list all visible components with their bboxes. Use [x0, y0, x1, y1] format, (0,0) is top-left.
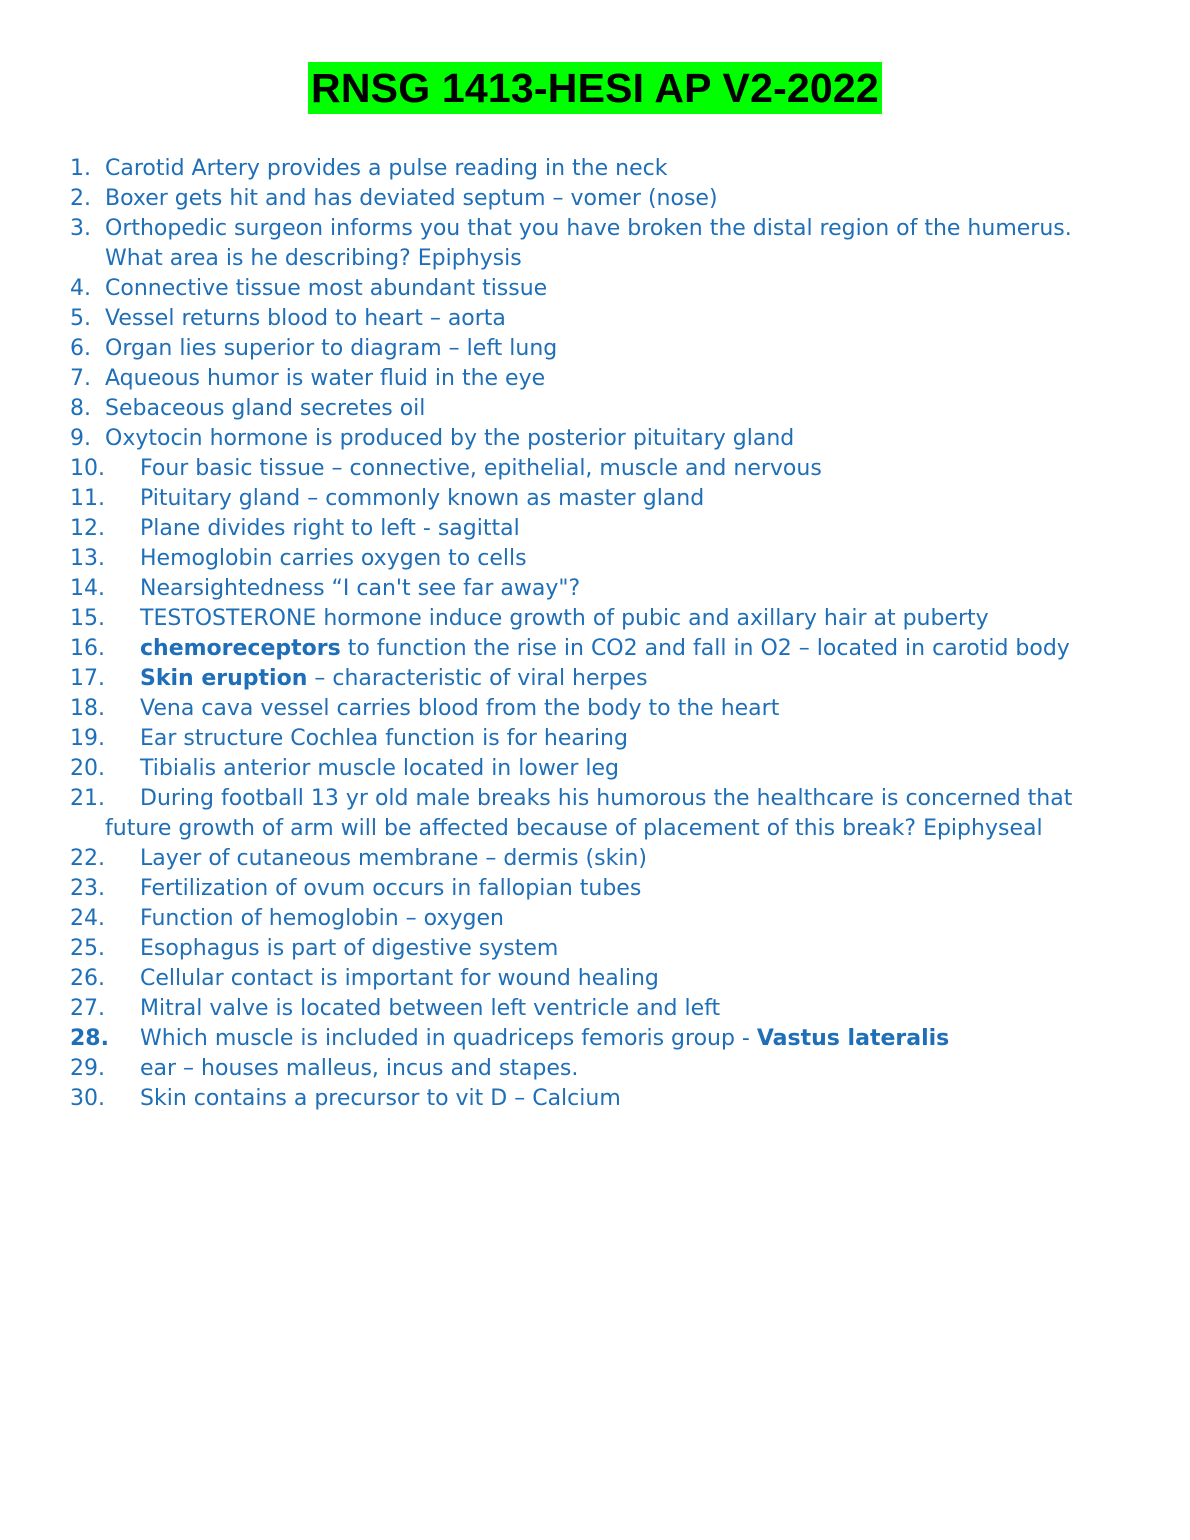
list-item-body: Organ lies superior to diagram – left lung [105, 336, 558, 361]
list-item-text [105, 726, 628, 751]
list-item [0, 994, 1190, 1024]
list-item-number: 6. [70, 336, 91, 361]
list-item-number: 18. [70, 696, 105, 721]
list-item-text [105, 846, 647, 871]
list-item [0, 274, 1190, 304]
list-item-text [105, 306, 506, 331]
list-item-text [105, 636, 1070, 661]
list-item-number: 13. [70, 546, 105, 571]
list-item-text [105, 606, 989, 631]
list-item-text [105, 696, 779, 721]
list-item [0, 184, 1190, 214]
list-item-text [105, 936, 558, 961]
list-item [0, 1024, 1190, 1054]
list-item-body: Oxytocin hormone is produced by the posterior pituitary gland [105, 426, 795, 451]
list-item-number: 11. [70, 486, 105, 511]
list-item-body: Vessel returns blood to heart – aorta [105, 306, 506, 331]
list-item [0, 454, 1190, 484]
list-item-body: Fertilization of ovum occurs in fallopian tubes [140, 876, 642, 901]
list-item-number: 7. [70, 366, 91, 391]
list-item-text [105, 576, 580, 601]
list-item-text [105, 516, 520, 541]
list-item-number: 3. [70, 216, 91, 241]
list-item [0, 754, 1190, 784]
list-item-number: 12. [70, 516, 105, 541]
list-item-body: to function the rise in CO2 and fall in O2 – located in carotid body [340, 636, 1070, 661]
list-item-text [105, 216, 1072, 271]
list-item [0, 694, 1190, 724]
list-item [0, 874, 1190, 904]
list-item-number: 25. [70, 936, 105, 961]
list-item-number: 26. [70, 966, 105, 991]
list-item [0, 604, 1190, 634]
list-item-text [105, 366, 545, 391]
list-item-text [105, 546, 527, 571]
list-item-text [105, 906, 504, 931]
list-item-body: Which muscle is included in quadriceps femoris group - [140, 1026, 757, 1051]
list-item-body: Sebaceous gland secretes oil [105, 396, 426, 421]
list-item-body: Four basic tissue – connective, epithelial, muscle and nervous [140, 456, 822, 481]
list-item-number: 4. [70, 276, 91, 301]
list-item-number: 16. [70, 636, 105, 661]
list-item-text [105, 666, 648, 691]
list-item-number: 10. [70, 456, 105, 481]
list-item-number: 5. [70, 306, 91, 331]
list-item-text [105, 276, 547, 301]
list-item-body: During football 13 yr old male breaks his humorous the healthcare is concerned that future growth of arm will be affected because of placement of this break? Epiphyseal [105, 786, 1073, 841]
list-item [0, 844, 1190, 874]
list-item-text [105, 486, 704, 511]
list-item-number: 22. [70, 846, 105, 871]
list-item [0, 1084, 1190, 1114]
list-item-body: Cellular contact is important for wound healing [140, 966, 659, 991]
list-item-number: 1. [70, 156, 91, 181]
list-item-text [105, 1086, 621, 1111]
list-item-bold-term: chemoreceptors [140, 636, 341, 661]
list-item [0, 334, 1190, 364]
list-item-text [105, 426, 794, 451]
list-item-number: 17. [70, 666, 105, 691]
list-item-body: Orthopedic surgeon informs you that you have broken the distal region of the humerus. What area is he describing? Epiphysis [105, 216, 1072, 271]
list-item-number: 28. [70, 1026, 109, 1051]
list-item-text [105, 396, 425, 421]
list-item-text [105, 966, 659, 991]
list-item-number: 24. [70, 906, 105, 931]
list-item-body: Skin contains a precursor to vit D – Calcium [140, 1086, 621, 1111]
list-item-body: Aqueous humor is water fluid in the eye [105, 366, 546, 391]
document-title: RNSG 1413-HESI AP V2-2022 [308, 62, 882, 114]
list-item-bold-answer: Vastus lateralis [756, 1026, 950, 1051]
list-item-text [105, 156, 667, 181]
list-item-body: Pituitary gland – commonly known as master gland [140, 486, 705, 511]
title-wrap [0, 62, 1190, 114]
list-item [0, 964, 1190, 994]
list-item-text [105, 876, 641, 901]
list-item-text [105, 756, 619, 781]
list-item-body: Carotid Artery provides a pulse reading in the neck [105, 156, 668, 181]
list-item-body: Vena cava vessel carries blood from the body to the heart [140, 696, 780, 721]
list-item-text [105, 996, 720, 1021]
list-item [0, 394, 1190, 424]
list-item-number: 14. [70, 576, 105, 601]
list-item [0, 214, 1190, 274]
list-item [0, 424, 1190, 454]
list-item-text [105, 456, 822, 481]
list-item [0, 574, 1190, 604]
list-item-number: 15. [70, 606, 105, 631]
list-item-body: Layer of cutaneous membrane – dermis (skin) [140, 846, 647, 871]
list-item [0, 784, 1190, 844]
list-item-number: 30. [70, 1086, 105, 1111]
list-item-number: 2. [70, 186, 91, 211]
list-item [0, 484, 1190, 514]
list-item [0, 154, 1190, 184]
list-item-text [105, 786, 1072, 841]
list-item-body: Esophagus is part of digestive system [140, 936, 559, 961]
list-item [0, 724, 1190, 754]
list-item-bold-term: Skin eruption [140, 666, 308, 691]
numbered-list [0, 154, 1190, 1114]
list-item-body: Nearsightedness “I can't see far away"? [140, 576, 581, 601]
list-item-number: 27. [70, 996, 105, 1021]
list-item-body: Ear structure Cochlea function is for hearing [140, 726, 628, 751]
list-item-body: Mitral valve is located between left ventricle and left [140, 996, 721, 1021]
list-item-number: 23. [70, 876, 105, 901]
list-item-body: – characteristic of viral herpes [307, 666, 648, 691]
list-item-body: Plane divides right to left - sagittal [140, 516, 520, 541]
list-item-body: Boxer gets hit and has deviated septum – vomer (nose) [105, 186, 718, 211]
list-item-text [105, 336, 557, 361]
list-item-text [105, 1056, 578, 1081]
list-item-body: Tibialis anterior muscle located in lower leg [140, 756, 619, 781]
list-item [0, 634, 1190, 664]
list-item-body: Connective tissue most abundant tissue [105, 276, 548, 301]
list-item-body: Hemoglobin carries oxygen to cells [140, 546, 527, 571]
list-item-text [105, 1026, 949, 1051]
list-item-number: 20. [70, 756, 105, 781]
list-item-number: 19. [70, 726, 105, 751]
list-item-number: 21. [70, 786, 105, 811]
list-item-number: 8. [70, 396, 91, 421]
list-item [0, 904, 1190, 934]
list-item [0, 1054, 1190, 1084]
list-item-body: TESTOSTERONE hormone induce growth of pubic and axillary hair at puberty [140, 606, 989, 631]
list-item-number: 9. [70, 426, 91, 451]
list-item [0, 364, 1190, 394]
list-item-body: ear – houses malleus, incus and stapes. [140, 1056, 579, 1081]
list-item-number: 29. [70, 1056, 105, 1081]
list-item [0, 304, 1190, 334]
list-item [0, 514, 1190, 544]
list-item [0, 544, 1190, 574]
list-item-body: Function of hemoglobin – oxygen [140, 906, 504, 931]
list-item [0, 664, 1190, 694]
list-item-text [105, 186, 718, 211]
list-item [0, 934, 1190, 964]
